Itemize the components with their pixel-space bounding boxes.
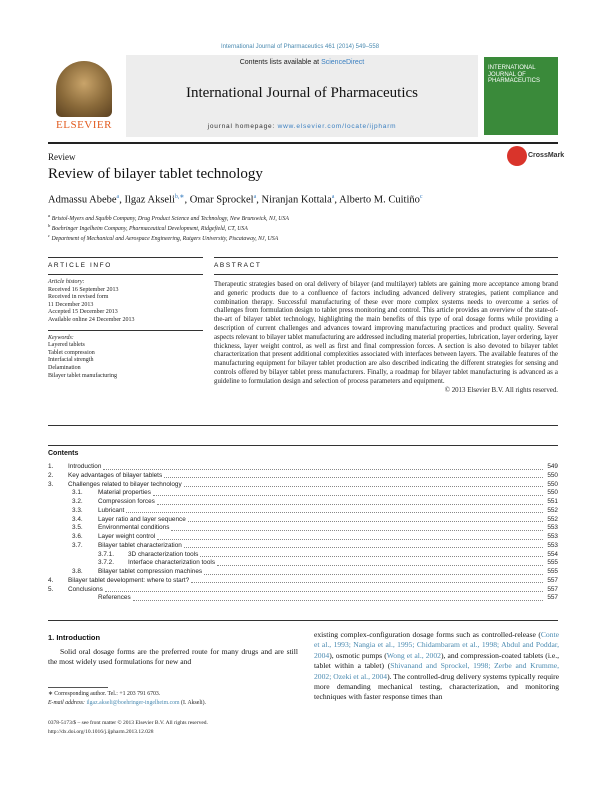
table-of-contents (48, 463, 558, 603)
toc-page: 553 (547, 541, 558, 549)
author-affiliation-marker: c (419, 194, 423, 200)
toc-number: 3.7. (72, 541, 83, 549)
toc-label: References (98, 594, 131, 602)
contents-bottom-rule (48, 620, 558, 621)
article-title: Review of bilayer tablet technology (48, 166, 263, 182)
history-line: Accepted 15 December 2013 (48, 309, 118, 316)
toc-entry[interactable] (48, 507, 558, 516)
toc-entry[interactable] (48, 559, 558, 568)
toc-page: 555 (547, 568, 558, 575)
toc-entry[interactable] (48, 586, 558, 595)
toc-leader (103, 469, 543, 470)
header-divider (48, 142, 558, 144)
abstract-text: Therapeutic strategies based on oral delivery of bilayer (and multilayer) tablets are gaining more acceptance among brand and generic products due to a confluence of factors including advanced delivery strategies, patient compliance and combination therapy. Successful manufacturing of these ever more complex systems needs to overcome a series of challenges from formulation design to tablet press monitoring and control. This article provides an overview of the state-of-the-art of bilayer tablet technology, highlighting the main benefits of this type of oral dosage forms while providing a description of current challenges and advances toward improving manufacturing practices and product quality. Several aspects relevant to bilayer tablet manufacturing are addressed including material properties, lubrication, layer ordering, layer thickness, layer weight control, as well as first and final compression forces. A section is also devoted to bilayer tablet characterization that present additional complexities associated with interfaces between layers. The available features of the manufacturing equipment for bilayer tablet production are also described indicating the different strategies for sensing and controls offered by bilayer tablet press manufacturers. Finally, a roadmap for bilayer tablet manufacturing is advanced as a guideline to formulation design and selection of process parameters and equipment. (214, 281, 558, 385)
copyright: © 2013 Elsevier B.V. All rights reserved. (444, 386, 558, 394)
toc-page: 557 (547, 594, 558, 602)
keyword: Delamination (48, 364, 81, 371)
toc-page: 552 (547, 506, 558, 514)
author: Admassu Abebe (48, 194, 117, 206)
contents-top-rule (48, 445, 558, 446)
author: Ilgaz Akseli (124, 194, 175, 206)
email-suffix: (I. Akseli). (179, 700, 206, 706)
abstract-heading: ABSTRACT (214, 262, 262, 269)
affiliation (48, 223, 248, 232)
crossmark-icon (507, 146, 527, 166)
toc-leader (204, 574, 543, 575)
toc-page: 550 (547, 480, 558, 488)
toc-number: 3.8. (72, 568, 83, 575)
toc-label: Environmental conditions (98, 524, 170, 532)
toc-label: Bilayer tablet compression machines (98, 568, 203, 575)
toc-page: 551 (547, 498, 558, 505)
author-list: Admassu Abebe$^a$, Ilgaz Akseli$^{b,∗}$, Omar Sprockel$^a$, Niranjan Kottala$^a$, Alberto M. Cuitiño$^c$ (48, 194, 423, 206)
toc-entry[interactable] (48, 489, 558, 498)
toc-leader (217, 565, 543, 566)
abstract-rule (214, 257, 558, 258)
intro-paragraph: Solid oral dosage forms are the preferred route for many drugs and are still the most widely used formulations for new and (48, 647, 298, 666)
toc-number: 5. (48, 585, 54, 593)
history-line: Received in revised form (48, 294, 109, 301)
history-heading: Article history: (48, 279, 85, 285)
toc-label: Key advantages of bilayer tablets (68, 471, 163, 479)
toc-leader (200, 556, 543, 557)
toc-label: Material properties (98, 489, 151, 497)
crossmark-badge[interactable] (507, 146, 567, 180)
toc-label: Bilayer tablet characterization (98, 541, 182, 549)
contents-available-line (126, 59, 478, 66)
history-line: Received 16 September 2013 (48, 286, 119, 293)
doi-link[interactable]: http://dx.doi.org/10.1016/j.ijpharm.2013.12.028 (48, 729, 154, 735)
journal-header (48, 55, 558, 137)
abstract-bottom-rule (48, 425, 558, 426)
toc-entry[interactable] (48, 524, 558, 533)
toc-entry[interactable] (48, 568, 558, 577)
toc-number: 1. (48, 463, 54, 470)
reference-link[interactable]: Shivanand and Sprockel, 1998; Zerbe and Krumme, 2002; Ozeki et al., 2004 (314, 661, 559, 681)
toc-label: Interface characterization tools (128, 559, 216, 567)
toc-page: 550 (547, 471, 558, 479)
sciencedirect-link[interactable]: ScienceDirect (321, 59, 365, 66)
toc-entry[interactable] (48, 481, 558, 490)
issn-line: 0378-5173/$ – see front matter © 2013 Elsevier B.V. All rights reserved. (48, 720, 208, 726)
journal-title: International Journal of Pharmaceutics (185, 85, 418, 101)
toc-leader (157, 504, 543, 505)
toc-label: Conclusions (68, 585, 103, 593)
cover-title: INTERNATIONAL JOURNAL OF PHARMACEUTICS (488, 65, 541, 85)
toc-page: 552 (547, 515, 558, 523)
journal-cover (484, 57, 558, 135)
journal-citation: International Journal of Pharmaceutics 461 (2014) 549–558 (220, 44, 380, 50)
email-label: E-mail address: (48, 700, 87, 706)
contents-prefix: Contents lists available at (239, 59, 322, 66)
reference-link[interactable]: Conte et al., 1993; Nangia et al., 1995; Chidambaram et al., 1998; Abdul and Poddar, 2004 (314, 630, 559, 660)
affiliation (48, 213, 289, 222)
footnote-rule (48, 687, 108, 688)
intro-continuation (314, 630, 559, 703)
toc-page: 549 (547, 463, 558, 470)
elsevier-logo (48, 61, 120, 135)
email-link[interactable]: ilgaz.akseli@boehringer-ingelheim.com (86, 700, 180, 706)
toc-label: Lubricant (98, 506, 125, 514)
affiliation (48, 233, 278, 242)
toc-number: 3.5. (72, 524, 83, 532)
body-text: existing complex-configuration dosage forms such as controlled-release ( (314, 630, 541, 639)
toc-number: 3.7.2. (98, 559, 114, 567)
toc-number: 3. (48, 480, 54, 488)
contents-title: Contents (48, 450, 79, 457)
email-footnote (48, 700, 206, 706)
history-line: Available online 24 December 2013 (48, 316, 135, 323)
article-info-heading: ARTICLE INFO (48, 262, 112, 269)
toc-leader (188, 521, 543, 522)
affiliation-marker: b (48, 223, 51, 228)
toc-leader (126, 512, 543, 513)
author: Alberto M. Cuitiño (339, 194, 420, 206)
body-text: ), and compression-coated tablets (i.e., tablet within a tablet) ( (314, 650, 559, 671)
history-block (48, 274, 203, 325)
toc-label: Layer weight control (98, 533, 156, 540)
toc-number: 3.3. (72, 506, 83, 514)
toc-leader (153, 495, 543, 496)
toc-entry[interactable] (48, 498, 558, 507)
affiliation-text: Boehringer Ingelheim Company, Pharmaceutical Development, Ridgefield, CT, USA (51, 225, 248, 232)
toc-page: 550 (547, 489, 558, 497)
journal-homepage (126, 123, 478, 130)
abstract (214, 262, 558, 394)
toc-leader (191, 582, 543, 583)
toc-entry[interactable] (48, 542, 558, 551)
toc-entry[interactable] (48, 551, 558, 560)
keyword: Tablet compression (48, 349, 95, 356)
toc-label: Compression forces (98, 498, 155, 505)
affiliation-marker: c (48, 233, 50, 238)
toc-page: 555 (547, 559, 558, 567)
author-affiliation-marker: a (116, 194, 120, 200)
toc-number: 3.4. (72, 515, 83, 523)
author: Niranjan Kottala (261, 194, 332, 206)
affiliation-text: Bristol-Myers and Squibb Company, Drug Product Science and Technology, New Brunswick, NJ, USA (51, 215, 289, 222)
keywords-heading: Keywords: (48, 334, 74, 341)
toc-leader (105, 591, 543, 592)
toc-number: 3.6. (72, 533, 83, 540)
toc-entry[interactable] (48, 533, 558, 542)
toc-number: 3.2. (72, 498, 83, 505)
toc-entry[interactable] (48, 516, 558, 525)
reference-link[interactable]: Wong et al., 2002 (386, 650, 441, 660)
affiliation-text: Department of Mechanical and Aerospace Engineering, Rutgers University, Piscataway, NJ, USA (51, 235, 279, 242)
toc-page: 553 (547, 533, 558, 540)
toc-entry[interactable] (48, 472, 558, 481)
corresponding-author: ∗ Corresponding author. Tel.: +1 203 791 6703. (48, 691, 161, 697)
section-heading: 1. Introduction (48, 633, 101, 642)
toc-leader (184, 547, 543, 548)
toc-number: 2. (48, 471, 54, 479)
publisher-name: ELSEVIER (56, 119, 112, 131)
toc-leader (157, 539, 543, 540)
author-affiliation-marker: a (331, 194, 335, 200)
toc-leader (133, 600, 543, 601)
author: Omar Sprockel (189, 194, 254, 206)
toc-number: 3.1. (72, 489, 83, 497)
toc-page: 554 (547, 550, 558, 558)
homepage-link[interactable]: www.elsevier.com/locate/ijpharm (277, 123, 397, 130)
affiliation-marker: a (48, 213, 51, 218)
toc-leader (164, 477, 543, 478)
history-line: 11 December 2013 (48, 301, 94, 308)
toc-label: Challenges related to bilayer technology (68, 480, 182, 488)
body-text: ). The controlled-drug delivery systems typically require more demanding mechanical testing, characterization, and monitoring techniques with faster response times than (314, 671, 559, 702)
toc-label: Layer ratio and layer sequence (98, 515, 186, 523)
tree-icon (56, 61, 112, 117)
homepage-prefix: journal homepage: (207, 123, 278, 130)
article-section: Review (48, 152, 76, 162)
toc-leader (171, 530, 543, 531)
toc-leader (184, 486, 543, 487)
author-affiliation-marker: b,∗ (174, 194, 185, 200)
article-info (48, 262, 203, 380)
toc-page: 557 (547, 585, 558, 593)
keyword: Bilayer tablet manufacturing (48, 372, 117, 379)
toc-page: 553 (547, 524, 558, 532)
body-text: ), osmotic pumps ( (329, 650, 387, 660)
info-rule (48, 257, 203, 258)
keywords-block (48, 330, 203, 381)
keyword: Layered tablets (48, 342, 85, 349)
header-band (126, 55, 478, 137)
toc-entry[interactable] (48, 594, 558, 603)
toc-entry[interactable] (48, 577, 558, 586)
keyword: Interfacial strength (48, 357, 94, 364)
toc-page: 557 (547, 576, 558, 584)
crossmark-label: CrossMark (528, 152, 565, 159)
toc-label: 3D characterization tools (128, 550, 199, 558)
toc-number: 3.7.1. (98, 550, 114, 558)
author-affiliation-marker: a (253, 194, 257, 200)
abstract-body (214, 274, 558, 394)
toc-entry[interactable] (48, 463, 558, 472)
toc-label: Introduction (68, 463, 102, 470)
toc-number: 4. (48, 576, 54, 584)
toc-label: Bilayer tablet development: where to start? (68, 576, 190, 584)
